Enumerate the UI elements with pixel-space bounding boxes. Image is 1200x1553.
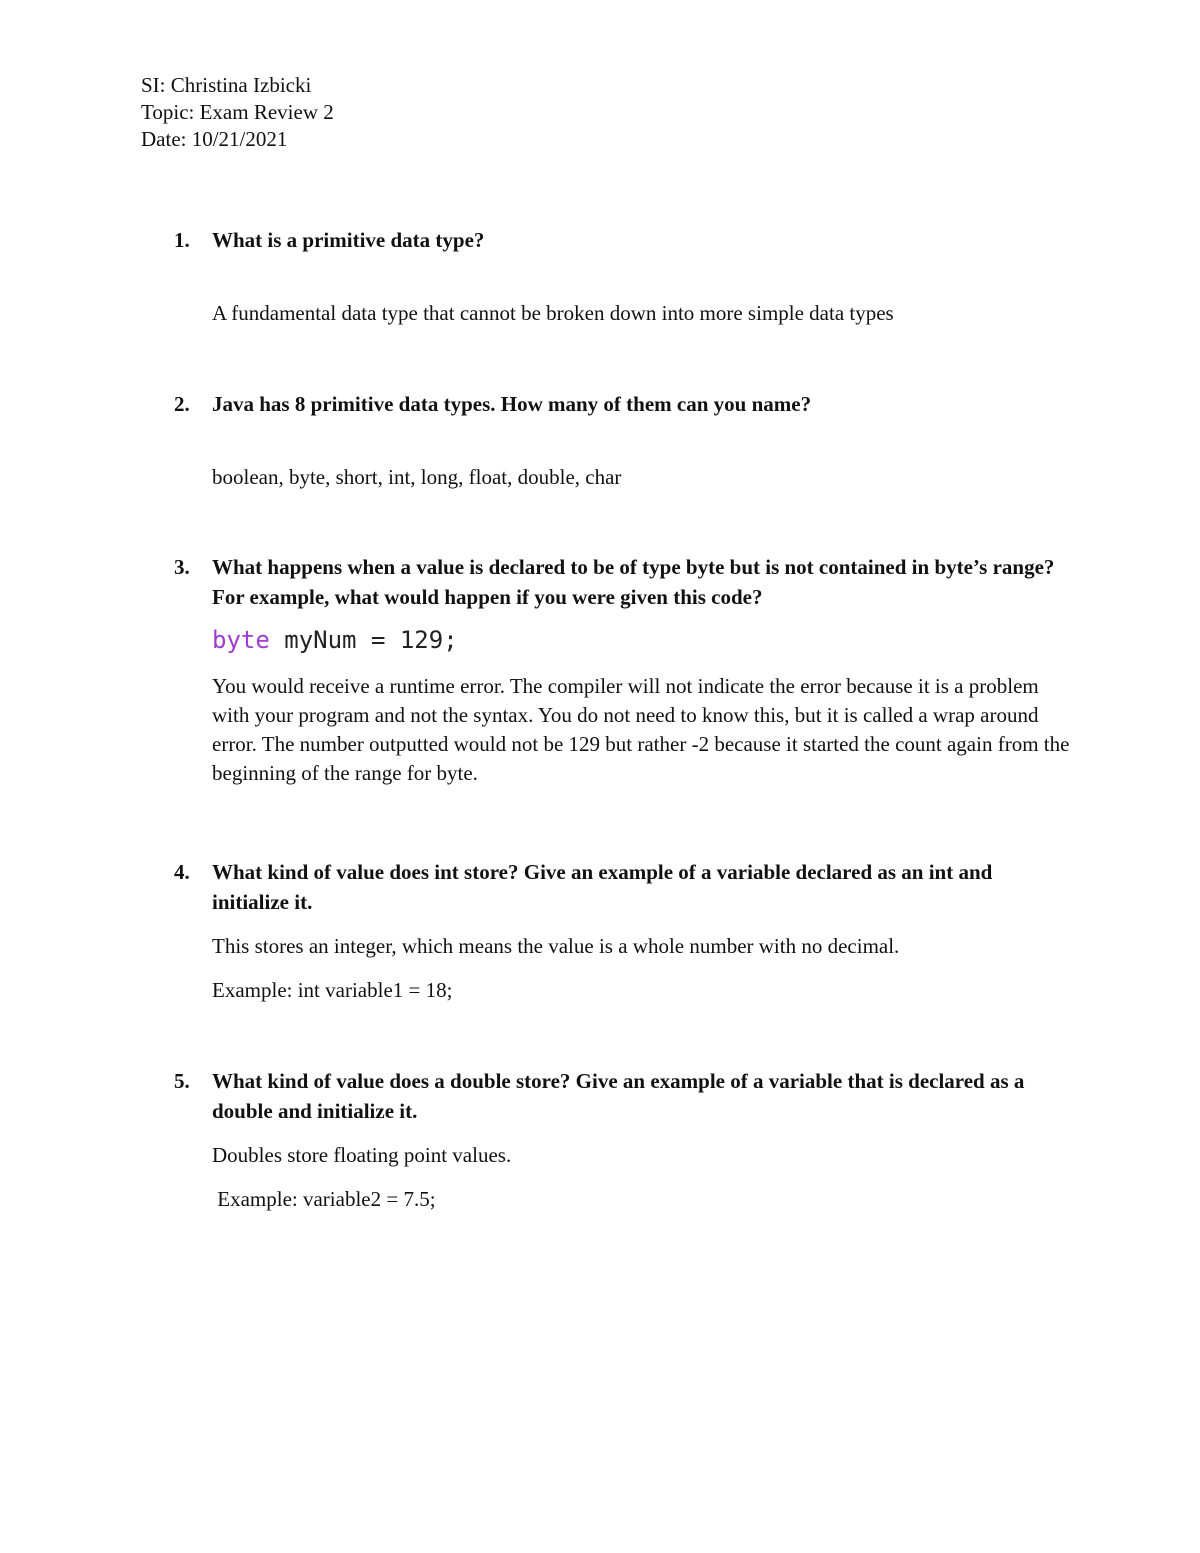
question-number: 1.: [174, 228, 190, 252]
si-name: SI: Christina Izbicki: [141, 73, 312, 97]
date: Date: 10/21/2021: [141, 127, 288, 151]
question-text: What kind of value does int store? Give an example of a variable declared as an int and initialize it.: [212, 860, 993, 914]
answer-text: boolean, byte, short, int, long, float, double, char: [212, 465, 622, 489]
question-text: Java has 8 primitive data types. How many of them can you name?: [212, 392, 812, 416]
answer-text: This stores an integer, which means the value is a whole number with no decimal.: [212, 934, 900, 958]
answer-text: Doubles store floating point values.: [212, 1143, 512, 1167]
document-header: [141, 72, 334, 153]
question-text: What kind of value does a double store? Give an example of a variable that is declared as a double and initialize it.: [212, 1069, 1025, 1123]
code-snippet: [212, 624, 1074, 656]
code-statement: myNum = 129;: [269, 626, 458, 654]
question-1: [174, 225, 1074, 328]
question-2: [174, 389, 1074, 492]
topic: Topic: Exam Review 2: [141, 100, 334, 124]
question-text: What happens when a value is declared to be of type byte but is not contained in byte’s range? For example, what would happen if you were given this code?: [212, 555, 1055, 609]
question-5: [174, 1066, 1074, 1214]
example-text: Example: int variable1 = 18;: [212, 978, 453, 1002]
question-number: 3.: [174, 555, 190, 579]
code-keyword: byte: [212, 626, 270, 654]
example-text: Example: variable2 = 7.5;: [212, 1187, 436, 1211]
answer-text: A fundamental data type that cannot be broken down into more simple data types: [212, 301, 894, 325]
question-text: What is a primitive data type?: [212, 228, 485, 252]
question-3: [174, 552, 1074, 788]
answer-text: You would receive a runtime error. The compiler will not indicate the error because it is a problem with your program and not the syntax. You do not need to know this, but it is called a wrap around error. The number outputted would not be 129 but rather -2 because it started the count again from the beginning of the range for byte.: [212, 674, 1070, 785]
question-number: 4.: [174, 860, 190, 884]
question-number: 2.: [174, 392, 190, 416]
question-4: [174, 857, 1074, 1005]
question-number: 5.: [174, 1069, 190, 1093]
